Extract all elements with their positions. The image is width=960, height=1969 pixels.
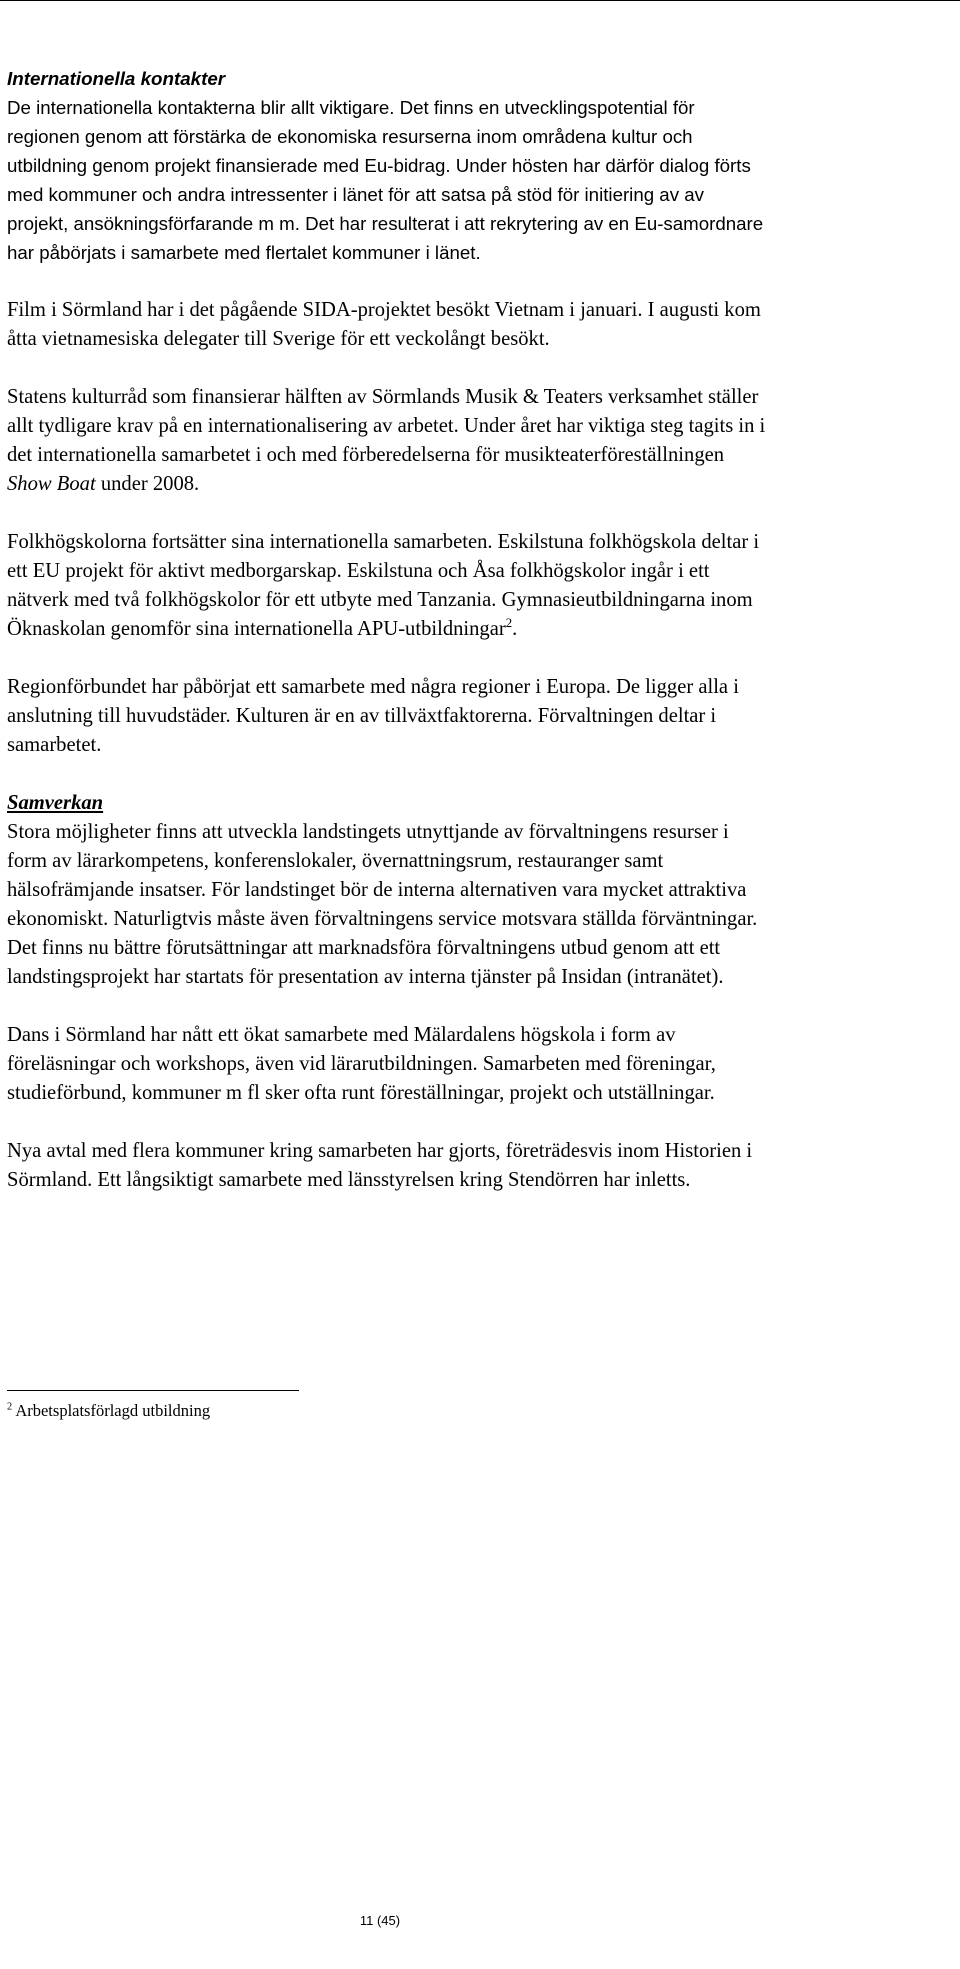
paragraph-kulturrad — [7, 383, 767, 499]
footnote-separator — [7, 1390, 299, 1391]
footnote-text: Arbetsplatsförlagd utbildning — [15, 1401, 211, 1420]
paragraph-nya-avtal: Nya avtal med flera kommuner kring samarbeten har gjorts, företrädesvis inom Historien i Sörmland. Ett långsiktigt samarbete med länsstyrelsen kring Stendörren har inletts. — [7, 1140, 753, 1191]
section-heading-samverkan: Samverkan — [7, 792, 104, 814]
paragraph-kulturrad-end: under 2008. — [95, 473, 200, 495]
paragraph-samverkan-intro: Stora möjligheter finns att utveckla landstingets utnyttjande av förvaltningens resurser i form av lärarkompetens, konferenslokaler, övernattningsrum, restauranger samt hälsofrämjande insatser. För landstinget bör de interna alternativen vara mycket attraktiva ekonomiskt. Naturligtvis måste även förvaltningens service motsvara ställda förväntningar. Det finns nu bättre förutsättningar att marknadsföra förvaltningens utbud genom att ett landstingsprojekt har startats för presentation av interna tjänster på Insidan (intranätet). — [7, 821, 758, 988]
top-rule — [0, 0, 960, 1]
paragraph-regionforbundet: Regionförbundet har påbörjat ett samarbete med några regioner i Europa. De ligger alla i anslutning till huvudstäder. Kulturen är en av tillväxtfaktorerna. Förvaltningen deltar i samarbetet. — [7, 676, 739, 756]
paragraph-international-intro: De internationella kontakterna blir allt viktigare. Det finns en utvecklingspotential för regionen genom att förstärka de ekonomiska resurserna inom områdena kultur och utbildning genom projekt finansierade med Eu-bidrag. Under hösten har därför dialog förts med kommuner och andra intressenter i länet för att satsa på stöd för initiering av av projekt, ansökningsförfarande m m. Det har resulterat i att rekrytering av en Eu-samordnare har påbörjats i samarbete med flertalet kommuner i länet. — [7, 97, 764, 263]
paragraph-folkhogskolor-end: . — [512, 618, 518, 640]
footnote-reference[interactable]: 2 — [505, 616, 513, 631]
page-number: 11 (45) — [359, 1913, 401, 1928]
paragraph-kulturrad-text: Statens kulturråd som finansierar hälften av Sörmlands Musik & Teaters verksamhet ställer allt tydligare krav på en internationalisering av arbetet. Under året har viktiga steg tagits in i det internationella samarbetet i och med förberedelserna för musikteaterföreställningen — [7, 386, 766, 466]
paragraph-folkhogskolor — [7, 528, 767, 644]
paragraph-folkhogskolor-text: Folkhögskolorna fortsätter sina internationella samarbeten. Eskilstuna folkhögskola deltar i ett EU projekt för aktivt medborgarskap. Eskilstuna och Åsa folkhögskolor ingår i ett nätverk med två folkhögskolor för ett utbyte med Tanzania. Gymnasieutbildningarna inom Öknaskolan genomför sina internationella APU-utbildningar — [7, 531, 760, 640]
paragraph-film-sormland: Film i Sörmland har i det pågående SIDA-projektet besökt Vietnam i januari. I augusti kom åtta vietnamesiska delegater till Sverige för ett veckolångt besökt. — [7, 299, 761, 350]
paragraph-dans-sormland: Dans i Sörmland har nått ett ökat samarbete med Mälardalens högskola i form av föreläsningar och workshops, även vid lärarutbildningen. Samarbeten med föreningar, studieförbund, kommuner m fl sker ofta runt föreställningar, projekt och utställningar. — [7, 1024, 716, 1104]
footnote-number: 2 — [7, 1401, 13, 1413]
document-body — [7, 64, 767, 1224]
show-title: Show Boat — [7, 473, 96, 495]
footnote — [7, 1400, 210, 1422]
section-heading-internationella: Internationella kontakter — [7, 68, 226, 89]
